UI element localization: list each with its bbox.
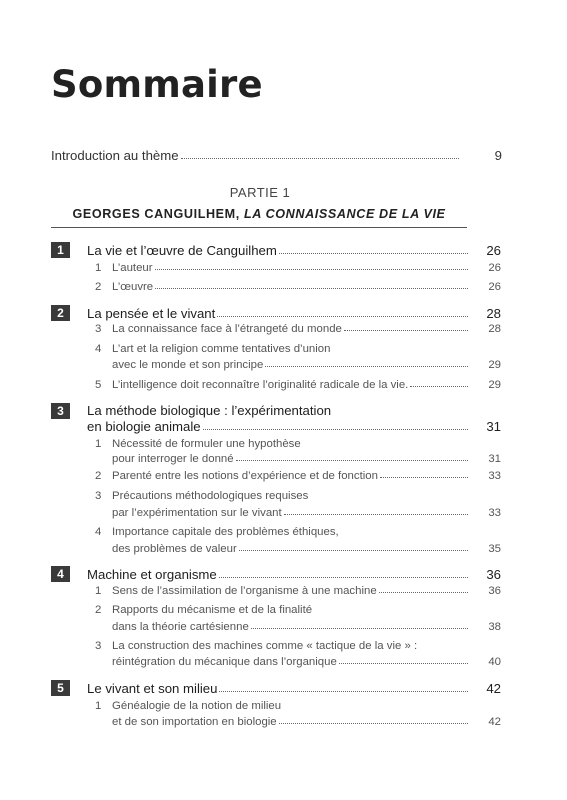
section-title: dans la théorie cartésienne (112, 621, 249, 633)
dot-leader (219, 691, 468, 692)
section-number: 2 (95, 604, 102, 616)
section-number: 4 (95, 526, 102, 538)
entry-page: 9 (494, 148, 502, 163)
section-page: 26 (488, 262, 501, 274)
section-title: pour interroger le donné (112, 453, 234, 465)
section-number: 1 (95, 700, 102, 712)
section-title: Parenté entre les notions d’expérience et de fonction (112, 470, 378, 482)
section-title: L’intelligence doit reconnaître l’originalité radicale de la vie. (112, 379, 409, 391)
toc-section-line1 (95, 343, 330, 355)
entry-label: Introduction au thème (51, 148, 179, 163)
section-title: La connaissance face à l’étrangeté du monde (112, 323, 342, 335)
part-title-italic: LA CONNAISSANCE DE LA VIE (243, 207, 446, 221)
toc-section[interactable] (95, 323, 501, 335)
dot-leader (251, 628, 468, 629)
section-number: 1 (95, 262, 102, 274)
toc-section[interactable] (95, 470, 501, 482)
section-title-line1: La construction des machines comme « tactique de la vie » : (112, 640, 418, 652)
section-page: 31 (488, 453, 501, 465)
chapter-title: Le vivant et son milieu (87, 681, 218, 696)
toc-chapter-1[interactable] (51, 242, 501, 258)
section-page: 36 (488, 585, 501, 597)
chapter-page: 36 (486, 567, 501, 582)
chapter-title: La vie et l’œuvre de Canguilhem (87, 243, 277, 258)
section-title-line1: Importance capitale des problèmes éthiques, (112, 526, 339, 538)
section-title: des problèmes de valeur (112, 543, 237, 555)
part-title (51, 207, 467, 228)
toc-chapter-5[interactable] (51, 680, 501, 696)
toc-section[interactable] (95, 453, 501, 465)
section-title: réintégration du mécanique dans l’organique (112, 656, 337, 668)
chapter-page: 26 (486, 243, 501, 258)
chapter-title: Machine et organisme (87, 567, 217, 582)
toc-chapter-2[interactable] (51, 305, 501, 321)
page-title: Sommaire (51, 63, 263, 106)
section-title: et de son importation en biologie (112, 716, 277, 728)
section-page: 40 (488, 656, 501, 668)
section-title-line1: Généalogie de la notion de milieu (112, 700, 282, 712)
toc-section-line1 (95, 640, 417, 652)
dot-leader (284, 514, 468, 515)
dot-leader (410, 386, 468, 387)
toc-section[interactable] (95, 262, 501, 274)
toc-section-line1 (95, 604, 312, 616)
section-title: L’œuvre (112, 281, 154, 293)
toc-section[interactable] (95, 543, 501, 555)
chapter-page: 42 (486, 681, 501, 696)
toc-section[interactable] (95, 281, 501, 293)
toc-chapter-3[interactable] (51, 419, 501, 434)
chapter-page: 28 (486, 306, 501, 321)
section-title-line1: L’art et la religion comme tentatives d’union (112, 343, 331, 355)
toc-section-line1 (95, 526, 339, 538)
part-label: PARTIE 1 (229, 185, 291, 200)
dot-leader (155, 288, 468, 289)
dot-leader (203, 429, 468, 430)
chapter-number-badge: 5 (51, 680, 70, 696)
toc-section[interactable] (95, 379, 501, 391)
section-page: 33 (488, 507, 501, 519)
section-title-line1: Précautions méthodologiques requises (112, 490, 309, 502)
toc-chapter-3-line1 (51, 403, 501, 419)
toc-section-line1 (95, 700, 281, 712)
section-number: 1 (95, 438, 102, 450)
part-title-main: GEORGES CANGUILHEM, (72, 207, 244, 221)
dot-leader (219, 577, 468, 578)
toc-section[interactable] (95, 585, 501, 597)
chapter-title: en biologie animale (87, 419, 201, 434)
toc-section[interactable] (95, 621, 501, 633)
dot-leader (265, 366, 468, 367)
section-number: 4 (95, 343, 102, 355)
toc-section[interactable] (95, 656, 501, 668)
chapter-number-badge: 2 (51, 305, 70, 321)
toc-section[interactable] (95, 359, 501, 371)
section-number: 5 (95, 379, 102, 391)
dot-leader (217, 316, 468, 317)
dot-leader (181, 158, 459, 159)
toc-section[interactable] (95, 507, 501, 519)
toc-chapter-4[interactable] (51, 566, 501, 582)
section-page: 35 (488, 543, 501, 555)
dot-leader (339, 663, 468, 664)
section-title: avec le monde et son principe (112, 359, 264, 371)
section-title-line1: Nécessité de formuler une hypothèse (112, 438, 301, 450)
dot-leader (379, 592, 468, 593)
section-title: L’auteur (112, 262, 153, 274)
dot-leader (239, 550, 468, 551)
dot-leader (279, 253, 468, 254)
section-page: 33 (488, 470, 501, 482)
chapter-title-line1: La méthode biologique : l’expérimentation (87, 403, 332, 418)
chapter-page: 31 (486, 419, 501, 434)
section-title-line1: Rapports du mécanisme et de la finalité (112, 604, 313, 616)
chapter-title: La pensée et le vivant (87, 306, 216, 321)
section-page: 26 (488, 281, 501, 293)
section-title: par l’expérimentation sur le vivant (112, 507, 282, 519)
section-number: 3 (95, 323, 102, 335)
toc-section-line1 (95, 438, 301, 450)
toc-section-line1 (95, 490, 308, 502)
section-page: 42 (488, 716, 501, 728)
dot-leader (279, 723, 468, 724)
chapter-number-badge: 4 (51, 566, 70, 582)
section-page: 28 (488, 323, 501, 335)
toc-section[interactable] (95, 716, 501, 728)
dot-leader (236, 460, 468, 461)
section-page: 29 (488, 379, 501, 391)
chapter-number-badge: 1 (51, 242, 70, 258)
section-page: 38 (488, 621, 501, 633)
section-number: 3 (95, 640, 102, 652)
section-number: 1 (95, 585, 102, 597)
dot-leader (155, 269, 468, 270)
section-number: 3 (95, 490, 102, 502)
section-number: 2 (95, 281, 102, 293)
toc-entry-introduction[interactable] (51, 145, 502, 163)
section-title: Sens de l’assimilation de l’organisme à une machine (112, 585, 377, 597)
dot-leader (380, 477, 468, 478)
section-number: 2 (95, 470, 102, 482)
section-page: 29 (488, 359, 501, 371)
dot-leader (344, 330, 468, 331)
chapter-number-badge: 3 (51, 403, 70, 419)
